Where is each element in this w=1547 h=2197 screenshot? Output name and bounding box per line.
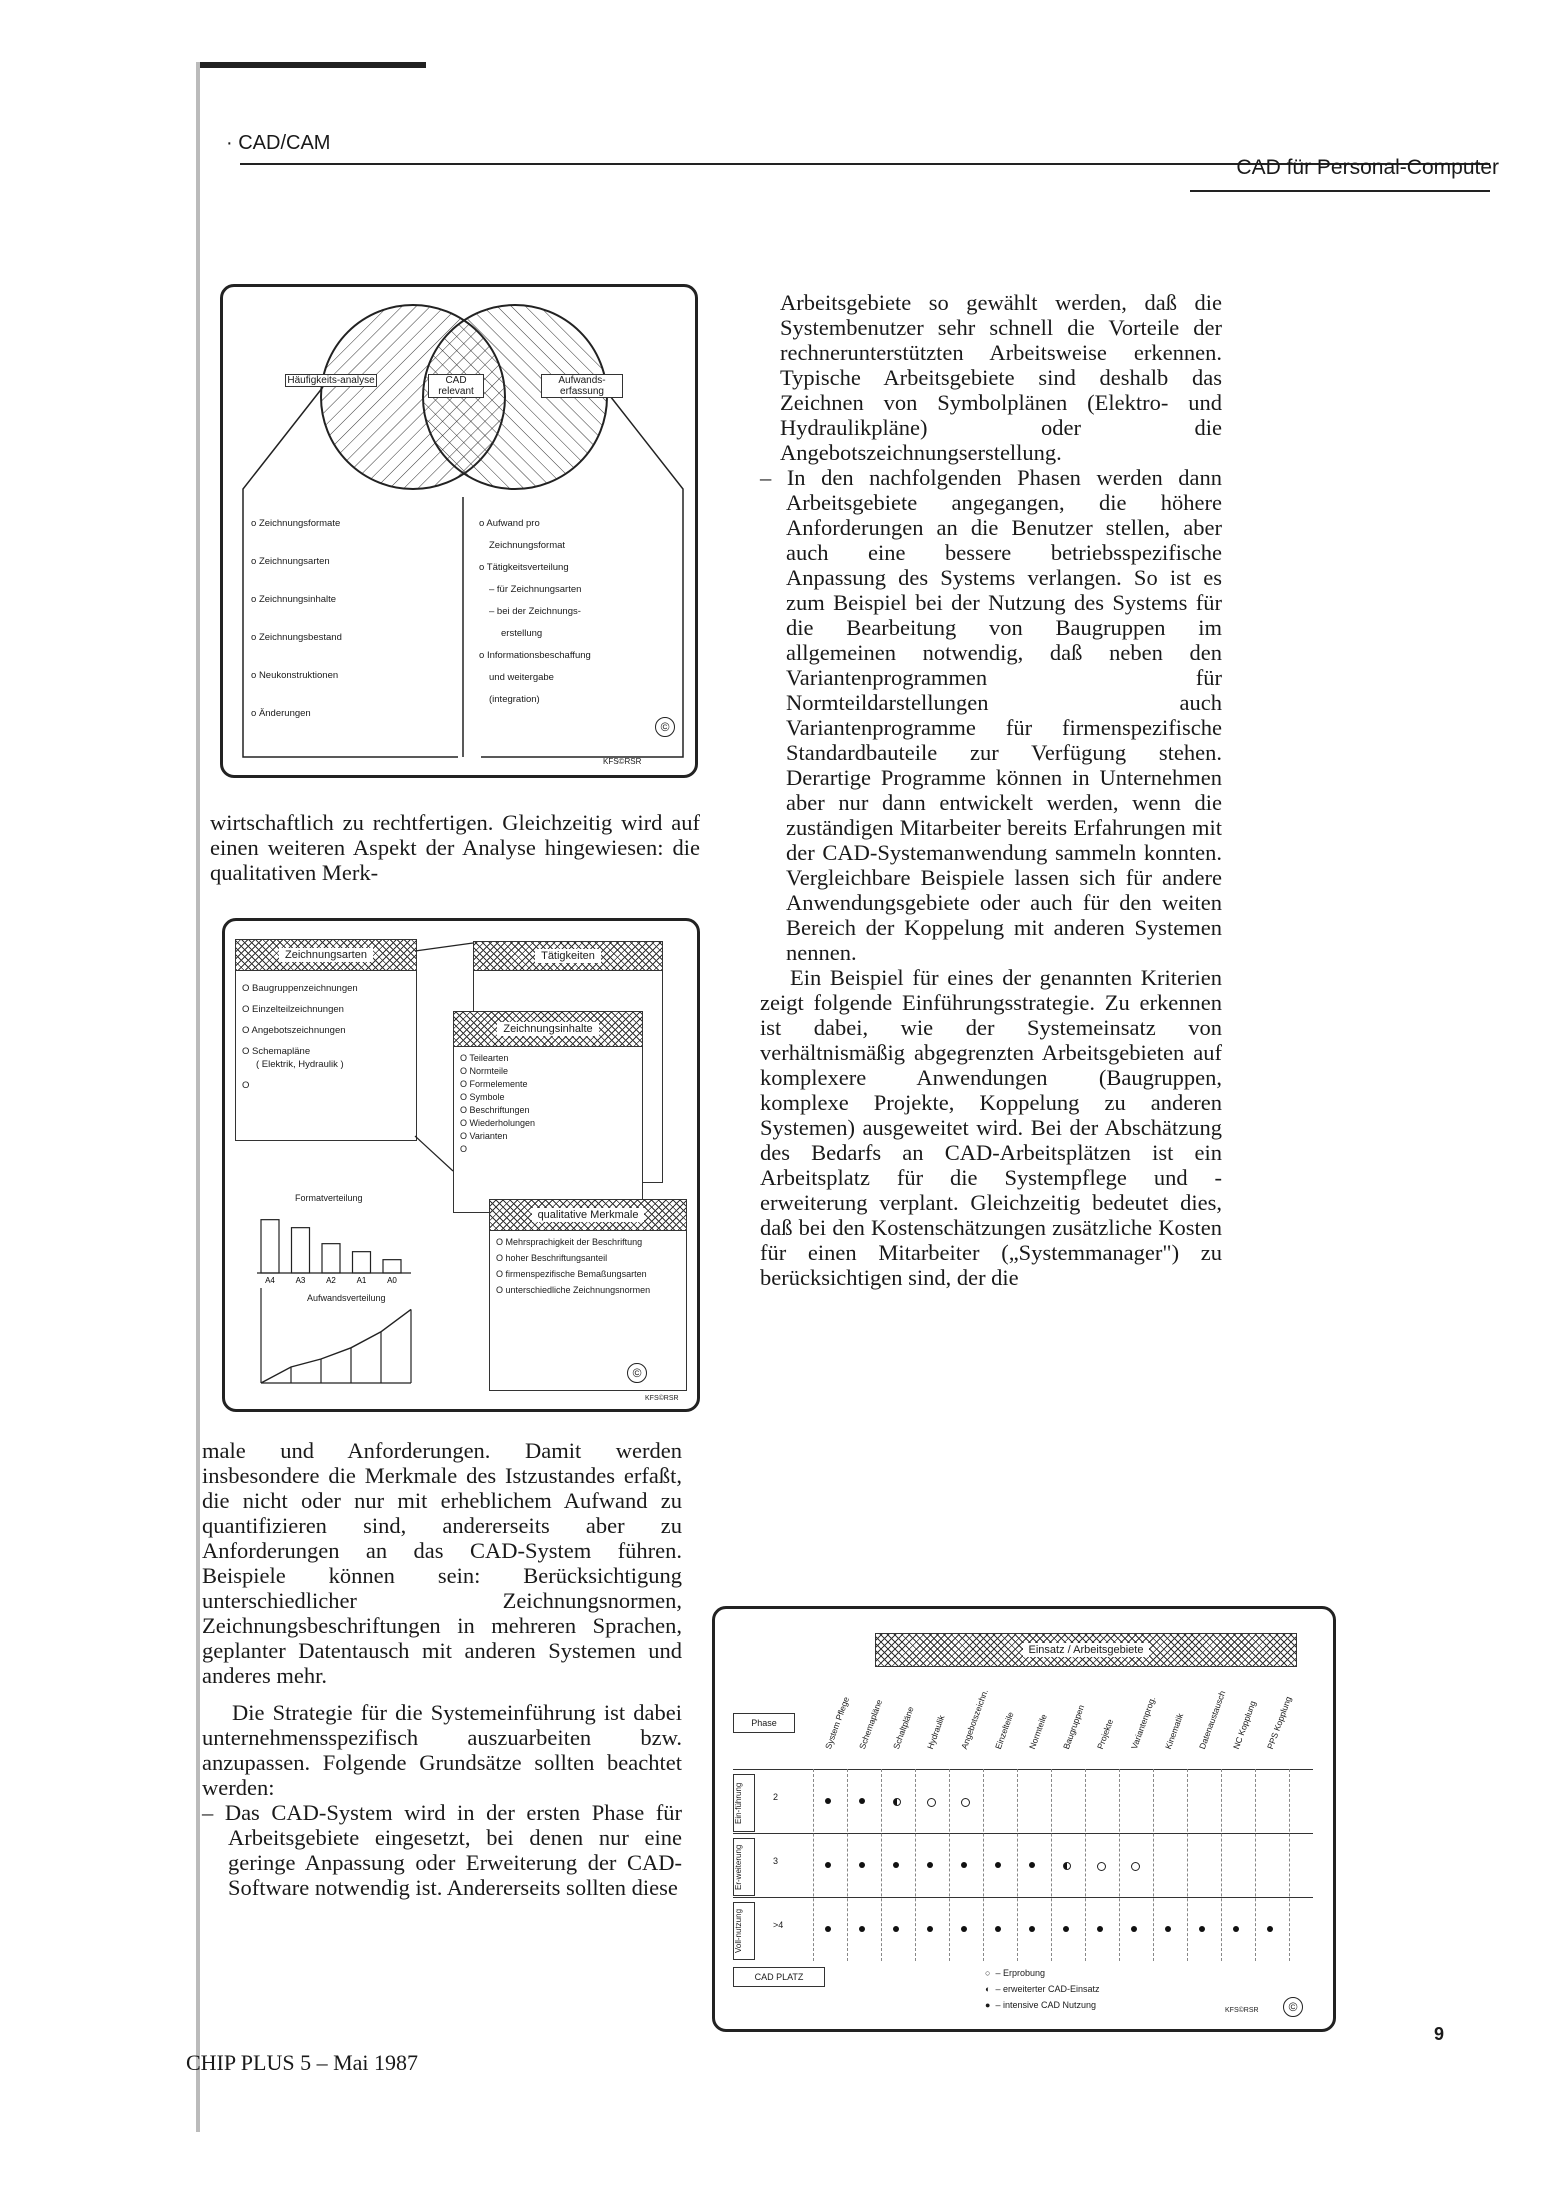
- copyright-icon: ©: [1283, 1997, 1303, 2017]
- bar-A4: [261, 1220, 279, 1273]
- column-header: Kinematik: [1163, 1711, 1186, 1751]
- column-header: NC Kopplung: [1231, 1699, 1258, 1751]
- legend: [985, 1965, 1099, 2013]
- mark-full: [893, 1926, 899, 1932]
- mark-full: [825, 1926, 831, 1932]
- legend-text: Erprobung: [1002, 1968, 1045, 1978]
- label-haeufigkeit: Häufigkeits-analyse: [285, 374, 377, 387]
- mark-full: [1267, 1926, 1273, 1932]
- tick-label: A0: [387, 1276, 397, 1285]
- column-header: PPS Kopplung: [1265, 1695, 1294, 1751]
- figure-credit: KFS©RSR: [603, 757, 642, 766]
- phase-row: [733, 1833, 1313, 1898]
- item: hoher Beschriftungsanteil: [505, 1253, 608, 1263]
- legend-item: ● – intensive CAD Nutzung: [985, 2000, 1096, 2010]
- grid-line: [847, 1769, 848, 1961]
- item: Normteile: [469, 1066, 509, 1076]
- item: Teilearten: [469, 1053, 509, 1063]
- page-title: CAD für Personal-Computer: [1236, 156, 1499, 179]
- copyright-icon: ©: [627, 1363, 647, 1383]
- column-header: Angebotszeichn.: [959, 1687, 990, 1751]
- item: Beschriftungen: [469, 1105, 530, 1115]
- item: Einzelteilzeichnungen: [252, 1004, 344, 1015]
- left-col-bottom: [202, 1438, 682, 1900]
- phase-label: Voll-nutzung: [733, 1902, 755, 1960]
- label-cad-relevant: CAD relevant: [428, 374, 484, 398]
- figure-analysis-venn: [220, 284, 698, 778]
- mark-empty: [1097, 1862, 1106, 1871]
- mark-full: [995, 1926, 1001, 1932]
- item: Zeichnungsarten: [258, 556, 330, 567]
- right-col: [760, 290, 1222, 1290]
- legend-symbol: ◐: [985, 1984, 991, 1994]
- bar-A1: [353, 1252, 371, 1273]
- tick-label: A2: [326, 1276, 336, 1285]
- column-header: Schemapläne: [857, 1698, 885, 1751]
- mark-full: [1199, 1926, 1205, 1932]
- table-header-label: Einsatz / Arbeitsgebiete: [1023, 1643, 1150, 1657]
- plaetze-count: 3: [773, 1856, 779, 1866]
- grid-line: [1017, 1769, 1018, 1961]
- mark-full: [859, 1926, 865, 1932]
- mark-empty: [927, 1798, 936, 1807]
- box-title: Tätigkeiten: [535, 949, 601, 963]
- paragraph: male und Anforderungen. Damit werden insbesondere die Merkmale des Istzustandes erfaßt, die nicht oder nur mit erheblichem Aufwand zu quantifizieren sind, andererseits aber zu Anforderungen an das CAD-System führen. Beispiele können sein: Berücksichtigung unterschiedlicher Zeichnungsnormen, Zeichnungsbeschriftungen in mehreren Sprachen, geplanter Datentausch mit anderen Systemen und anderes mehr.: [202, 1438, 682, 1688]
- table-header: [875, 1633, 1297, 1667]
- copyright-icon: ©: [655, 717, 675, 737]
- item: Varianten: [469, 1131, 508, 1141]
- grid-line: [1289, 1769, 1290, 1961]
- item: Zeichnungsformat: [489, 540, 566, 551]
- mark-full: [961, 1926, 967, 1932]
- mark-full: [995, 1862, 1001, 1868]
- box-zeichnungsinhalte: Zeichnungsinhalte O Teilearten O Normteile O Formelemente O Symbole O Beschriftungen O Wiederholungen O Varianten O: [453, 1011, 643, 1213]
- box-title: Zeichnungsarten: [279, 948, 373, 962]
- aufwand-curve: [261, 1309, 411, 1383]
- left-margin-line: [196, 62, 200, 2132]
- item: – für Zeichnungsarten: [489, 584, 582, 595]
- legend-text: erweiterter CAD-Einsatz: [1002, 1984, 1100, 1994]
- column-header: System Pflege: [823, 1695, 852, 1751]
- column-header: Projekte: [1095, 1717, 1116, 1751]
- figure-credit: KFS©RSR: [1225, 2007, 1259, 2014]
- column-header: Datenaustausch: [1197, 1689, 1228, 1751]
- paragraph: – Das CAD-System wird in der ersten Phase für Arbeitsgebiete eingesetzt, bei denen nur eine geringe Anpassung oder Erweiterung der CAD-Software notwendig ist. Andererseits sollten diese: [202, 1800, 682, 1900]
- column-header: Normteile: [1027, 1712, 1049, 1751]
- list-left: o Zeichnungsformate o Zeichnungsarten o Zeichnungsinhalte o Zeichnungsbestand o Neukonstruktionen o Änderungen: [245, 512, 445, 752]
- grid-line: [813, 1769, 814, 1961]
- paragraph: wirtschaftlich zu rechtfertigen. Gleichzeitig wird auf einen weiteren Aspekt der Analyse hingewiesen: die qualitativen Merk-: [210, 810, 700, 885]
- legend-item: ○ – Erprobung: [985, 1968, 1045, 1978]
- grid-line: [1085, 1769, 1086, 1961]
- column-header: Einzelteile: [993, 1710, 1016, 1751]
- item: Wiederholungen: [469, 1118, 536, 1128]
- item: Zeichnungsbestand: [258, 632, 342, 643]
- corner-label: Phase: [733, 1713, 795, 1733]
- grid-line: [983, 1769, 984, 1961]
- list-right: o Aufwand pro Zeichnungsformat o Tätigkeitsverteilung – für Zeichnungsarten – bei der Zeichnungs- erstellung o Informationsbeschaffung und weitergabe (integration): [473, 512, 673, 752]
- item: Formelemente: [469, 1079, 528, 1089]
- legend-text: intensive CAD Nutzung: [1002, 2000, 1096, 2010]
- grid-line: [1051, 1769, 1052, 1961]
- bar-A2: [322, 1244, 340, 1273]
- item: Neukonstruktionen: [258, 670, 339, 681]
- chart-title-format: Formatverteilung: [295, 1193, 363, 1203]
- mark-full: [1063, 1926, 1069, 1932]
- mark-full: [927, 1926, 933, 1932]
- item: und weitergabe: [489, 672, 554, 683]
- row-label-cad-platz: CAD PLATZ: [733, 1967, 825, 1987]
- bar-A0: [383, 1260, 401, 1273]
- paragraph: Arbeitsgebiete so gewählt werden, daß die Systembenutzer sehr schnell die Vorteile der rechnerunterstützten Arbeitsweise erkennen. Typische Arbeitsgebiete sind deshalb das Zeichnen von Symbolplänen (Elektro- und Hydraulikpläne) oder die Angebotszeichnungserstellung.: [780, 290, 1222, 465]
- item: erstellung: [501, 628, 543, 639]
- column-headers: [815, 1669, 1315, 1759]
- phase-row: [733, 1769, 1313, 1834]
- mark-full: [825, 1862, 831, 1868]
- paragraph: Die Strategie für die Systemeinführung ist dabei unternehmensspezifisch auszuarbeiten bzw. anzupassen. Folgende Grundsätze sollten beachtet werden:: [202, 1700, 682, 1800]
- grid-line: [1187, 1769, 1188, 1961]
- grid-line: [1255, 1769, 1256, 1961]
- header-bar: [196, 62, 426, 68]
- grid-line: [1221, 1769, 1222, 1961]
- mark-empty: [1131, 1862, 1140, 1871]
- mark-full: [893, 1862, 899, 1868]
- mark-full: [859, 1862, 865, 1868]
- item: Änderungen: [258, 708, 311, 719]
- item: Schemapläne: [252, 1046, 311, 1057]
- column-header: Baugruppen: [1061, 1703, 1087, 1751]
- distribution-charts: [231, 1191, 451, 1391]
- bar-A3: [292, 1228, 310, 1273]
- item: – bei der Zeichnungs-: [489, 606, 581, 617]
- item: Informationsbeschaffung: [486, 650, 591, 661]
- item: Angebotszeichnungen: [251, 1025, 346, 1036]
- paragraph: Ein Beispiel für eines der genannten Kriterien zeigt folgende Einführungsstrategie. Zu erkennen ist dabei, wie der Systemeinsatz von verhältnismäßig abgegrenzten Arbeitsgebieten auf komplexere Anwendungen (Baugruppen, komplexe Projekte, Koppelung zu anderen Systemen) ausgeweitet wird. Bei der Abschätzung des Bedarfs an CAD-Arbeitsplätzen ist ein Arbeitsplatz für die Systempflege und -erweiterung verplant. Gleichzeitig bedeutet dies, daß bei den Kostenschätzungen zusätzliche Kosten für einen Mitarbeiter („Systemmanager") zu berücksichtigen sind, der die: [760, 965, 1222, 1290]
- legend-symbol: ○: [985, 1968, 991, 1978]
- footer-magazine: CHIP PLUS 5 – Mai 1987: [186, 2050, 419, 2075]
- figure-introduction-strategy: [712, 1606, 1336, 2032]
- plaetze-count: >4: [773, 1920, 784, 1930]
- tick-label: A3: [295, 1276, 306, 1285]
- mark-full: [1165, 1926, 1171, 1932]
- box-title: Zeichnungsinhalte: [497, 1022, 598, 1036]
- figure-requirements: [222, 918, 700, 1412]
- item: Tätigkeitsverteilung: [486, 562, 569, 573]
- item: Zeichnungsinhalte: [258, 594, 337, 605]
- mark-full: [859, 1798, 865, 1804]
- plaetze-count: 2: [773, 1792, 779, 1802]
- item: Mehrsprachigkeit der Beschriftung: [505, 1237, 643, 1247]
- grid-line: [915, 1769, 916, 1961]
- mark-full: [961, 1862, 967, 1868]
- grid-line: [881, 1769, 882, 1961]
- label-aufwand: Aufwands-erfassung: [541, 374, 623, 398]
- charts-area: [231, 1191, 451, 1391]
- item: Baugruppenzeichnungen: [252, 983, 358, 994]
- item: Aufwand pro: [486, 518, 540, 529]
- mark-empty: [961, 1798, 970, 1807]
- section-title: · CAD/CAM: [226, 132, 331, 154]
- mark-full: [1029, 1926, 1035, 1932]
- grid-line: [1119, 1769, 1120, 1961]
- title-underline: [1190, 190, 1490, 192]
- tick-label: A4: [265, 1276, 275, 1285]
- mark-half: [1063, 1862, 1071, 1870]
- chart-title-aufwand: Aufwandsverteilung: [307, 1293, 386, 1303]
- legend-symbol: ●: [985, 2000, 991, 2010]
- mark-full: [1233, 1926, 1239, 1932]
- box-zeichnungsarten: Zeichnungsarten O Baugruppenzeichnungen O Einzelteilzeichnungen O Angebotszeichnungen O Schemapläne ( Elektrik, Hydraulik ) O: [235, 939, 417, 1141]
- left-col-top: [210, 810, 700, 885]
- item: unterschiedliche Zeichnungsnormen: [505, 1285, 651, 1295]
- paragraph: – In den nachfolgenden Phasen werden dann Arbeitsgebiete angegangen, die höhere Anforderungen an die Benutzer stellen, aber auch eine bessere betriebsspezifische Anpassung des Systems verlangen. So ist es zum Beispiel bei der Nutzung des Systems für die Bearbeitung von Baugruppen im allgemeinen notwendig, daß neben den Variantenprogrammen für Normteildarstellungen auch Variantenprogramme für firmenspezifische Standardbauteile zur Verfügung stehen. Derartige Programme können in Unternehmen aber nur dann entwickelt werden, wenn die zuständigen Mitarbeiter bereits Erfahrungen mit der CAD-Systemanwendung sammeln konnten. Vergleichbare Beispiele lassen sich für andere Anwendungsgebiete oder auch für den weiten Bereich der Koppelung mit anderen Systemen nennen.: [760, 465, 1222, 965]
- mark-full: [1029, 1862, 1035, 1868]
- figure-credit: KFS©RSR: [645, 1395, 679, 1402]
- mark-half: [893, 1798, 901, 1806]
- page-number: 9: [1434, 2024, 1445, 2044]
- legend-item: ◐ – erweiterter CAD-Einsatz: [985, 1984, 1100, 1994]
- item: firmenspezifische Bemaßungsarten: [505, 1269, 647, 1279]
- box-qualitativ: qualitative Merkmale O Mehrsprachigkeit der Beschriftung O hoher Beschriftungsanteil O firmenspezifische Bemaßungsarten O unterschiedliche Zeichnungsnormen: [489, 1199, 687, 1391]
- item: (integration): [489, 694, 540, 705]
- item: ( Elektrik, Hydraulik ): [256, 1059, 344, 1070]
- mark-full: [825, 1798, 831, 1804]
- phase-label: Er-weiterung: [733, 1838, 755, 1896]
- grid-line: [1153, 1769, 1154, 1961]
- phase-rows: [733, 1769, 1313, 1969]
- mark-full: [927, 1862, 933, 1868]
- column-header: Schaltpläne: [891, 1705, 916, 1751]
- mark-full: [1097, 1926, 1103, 1932]
- phase-label: Ein-führung: [733, 1774, 755, 1832]
- grid-line: [949, 1769, 950, 1961]
- tick-label: A1: [356, 1276, 367, 1285]
- box-title: qualitative Merkmale: [532, 1208, 645, 1222]
- phase-row: [733, 1897, 1313, 1962]
- column-header: Variantenprog.: [1129, 1695, 1158, 1751]
- column-header: Hydraulik: [925, 1713, 947, 1751]
- mark-full: [1131, 1926, 1137, 1932]
- item: Symbole: [469, 1092, 505, 1102]
- item: Zeichnungsformate: [258, 518, 341, 529]
